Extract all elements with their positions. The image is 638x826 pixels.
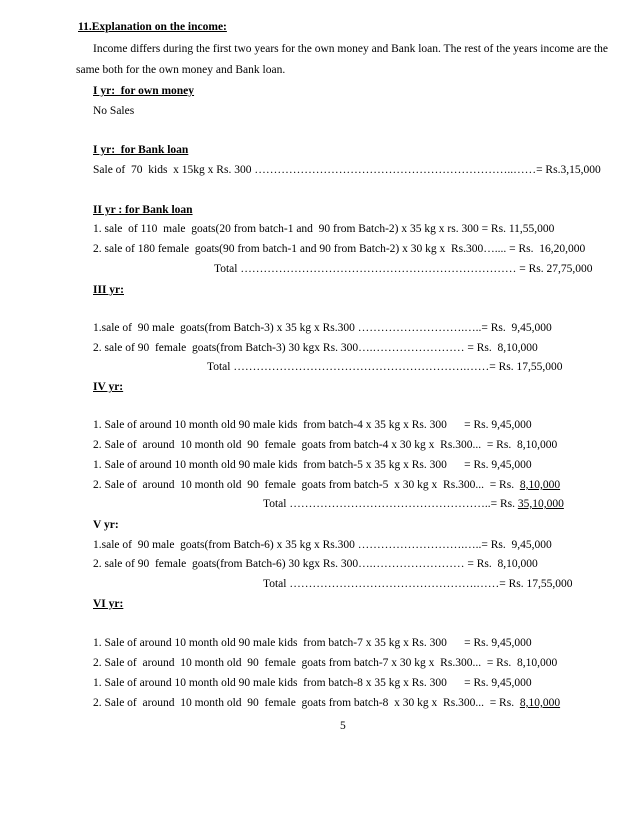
yr5-total: Total ………………………………………….……= Rs. 17,55,000 [263,578,573,590]
section-title: 11.Explanation on the income: [78,21,227,33]
bank-loan-yr1-heading: I yr: for Bank loan [93,144,189,156]
yr4-line-4-text: 2. Sale of around 10 month old 90 female goats from batch-5 x 30 kg x Rs.300... = Rs. [93,479,520,491]
own-money-text: No Sales [93,105,135,117]
yr4-line-4-amount: 8,10,000 [519,479,561,491]
yr6-line-4-amount: 8,10,000 [519,697,561,709]
yr6-line-4 [93,696,560,710]
yr3-line-1: 1.sale of 90 male goats(from Batch-3) x 35 kg x Rs.300 ……………………….…..= Rs. 9,45,000 [93,322,552,334]
intro-line-1: Income differs during the first two years for the own money and Bank loan. The rest of the years income are the [93,43,608,55]
yr5-heading: V yr: [93,519,119,531]
yr2-line-2: 2. sale of 180 female goats(90 from batch-1 and 90 from Batch-2) x 30 kg x Rs.300….... = Rs. 16,20,000 [93,243,586,255]
yr3-heading: III yr: [93,284,124,296]
own-money-heading: I yr: for own money [93,85,195,97]
bank-loan-yr1-line: Sale of 70 kids x 15kg x Rs. 300 …………………………………………………………..……= Rs.3,15,000 [93,164,601,176]
yr6-line-2: 2. Sale of around 10 month old 90 female goats from batch-7 x 30 kg x Rs.300... = Rs. 8,10,000 [93,657,558,669]
yr2-line-1: 1. sale of 110 male goats(20 from batch-1 and 90 from Batch-2) x 35 kg x rs. 300 = Rs. 11,55,000 [93,223,555,235]
yr5-line-1: 1.sale of 90 male goats(from Batch-6) x 35 kg x Rs.300 ……………………….…..= Rs. 9,45,000 [93,539,552,551]
yr2-total: Total ……………………………………………………………… = Rs. 27,75,000 [214,263,593,275]
yr4-total [263,497,564,511]
yr6-line-1: 1. Sale of around 10 month old 90 male kids from batch-7 x 35 kg x Rs. 300 = Rs. 9,45,000 [93,637,532,649]
intro-line-2: same both for the own money and Bank loan. [76,64,286,76]
yr4-line-3: 1. Sale of around 10 month old 90 male kids from batch-5 x 35 kg x Rs. 300 = Rs. 9,45,000 [93,459,532,471]
yr6-heading: VI yr: [93,598,124,610]
yr4-line-4 [93,478,560,492]
yr6-line-3: 1. Sale of around 10 month old 90 male kids from batch-8 x 35 kg x Rs. 300 = Rs. 9,45,000 [93,677,532,689]
yr5-line-2: 2. sale of 90 female goats(from Batch-6) 30 kgx Rs. 300….…………………… = Rs. 8,10,000 [93,558,538,570]
yr3-line-2: 2. sale of 90 female goats(from Batch-3) 30 kgx Rs. 300….…………………… = Rs. 8,10,000 [93,342,538,354]
yr3-total: Total …………………………………………………….……= Rs. 17,55,000 [207,361,563,373]
yr6-line-4-text: 2. Sale of around 10 month old 90 female goats from batch-8 x 30 kg x Rs.300... = Rs. [93,697,520,709]
yr4-line-2: 2. Sale of around 10 month old 90 female goats from batch-4 x 30 kg x Rs.300... = Rs. 8,10,000 [93,439,558,451]
page-number: 5 [340,720,346,732]
yr4-total-text: Total ……………………………………………..= Rs. [263,498,518,510]
yr4-line-1: 1. Sale of around 10 month old 90 male kids from batch-4 x 35 kg x Rs. 300 = Rs. 9,45,000 [93,419,532,431]
yr2-heading: II yr : for Bank loan [93,204,193,216]
yr4-heading: IV yr: [93,381,124,393]
yr4-total-amount: 35,10,000 [517,498,564,510]
